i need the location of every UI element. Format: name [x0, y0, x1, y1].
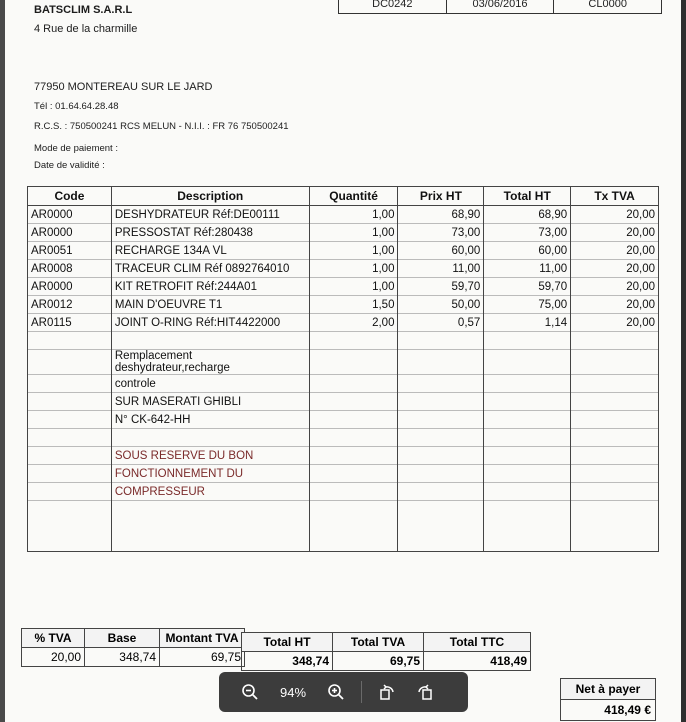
table-header-row [28, 187, 659, 206]
validity-date-label: Date de validité : [34, 160, 105, 171]
note-line: N° CK-642-HH [111, 411, 309, 429]
company-street: 4 Rue de la charmille [34, 23, 138, 35]
table-row [28, 483, 659, 501]
total-tva-header: Total TVA [333, 633, 424, 652]
row-price: 0,57 [398, 314, 484, 332]
table-row [28, 429, 659, 447]
row-quantity: 1,00 [309, 242, 398, 260]
row-total: 59,70 [484, 278, 571, 296]
table-row [28, 350, 659, 375]
table-row [28, 206, 659, 224]
row-total: 73,00 [484, 224, 571, 242]
net-to-pay-label: Net à payer [561, 679, 655, 700]
pdf-viewer-toolbar [219, 672, 468, 712]
table-row [28, 332, 659, 350]
col-quantity: Quantité [309, 187, 398, 206]
table-row [28, 393, 659, 411]
row-tva: 20,00 [571, 224, 659, 242]
row-tva: 20,00 [571, 314, 659, 332]
tva-summary-table [21, 628, 245, 667]
document-page [5, 0, 681, 722]
reserve-line: SOUS RESERVE DU BON [111, 447, 309, 465]
reserve-line: FONCTIONNEMENT DU [111, 465, 309, 483]
row-description: RECHARGE 134A VL [111, 242, 309, 260]
rotate-left-icon [378, 683, 396, 701]
row-price: 50,00 [398, 296, 484, 314]
row-price: 68,90 [398, 206, 484, 224]
col-total: Total HT [484, 187, 571, 206]
reserve-line: COMPRESSEUR [111, 483, 309, 501]
row-code: AR0000 [28, 206, 112, 224]
row-code: AR0008 [28, 260, 112, 278]
tva-base-value: 348,74 [85, 648, 160, 667]
company-rcs: R.C.S. : 750500241 RCS MELUN - N.I.I. : FR 76 750500241 [34, 121, 289, 132]
company-tel: Tél : 01.64.64.28.48 [34, 101, 119, 112]
zoom-in-button[interactable] [321, 683, 351, 701]
row-tva: 20,00 [571, 206, 659, 224]
total-ht-value: 348,74 [242, 652, 333, 671]
row-quantity: 1,00 [309, 224, 398, 242]
table-row [28, 296, 659, 314]
table-row [28, 314, 659, 332]
row-code: AR0051 [28, 242, 112, 260]
invoice-lines-table [27, 186, 659, 552]
row-code: AR0000 [28, 224, 112, 242]
row-tva: 20,00 [571, 242, 659, 260]
row-code: AR0115 [28, 314, 112, 332]
note-line: Remplacement deshydrateur,recharge [111, 350, 309, 375]
col-description: Description [111, 187, 309, 206]
tva-amount-header: Montant TVA [160, 629, 245, 648]
row-tva: 20,00 [571, 296, 659, 314]
table-row [28, 375, 659, 393]
row-tva: 20,00 [571, 278, 659, 296]
total-tva-value: 69,75 [333, 652, 424, 671]
zoom-level[interactable]: 94% [279, 684, 307, 700]
row-description: MAIN D'OEUVRE T1 [111, 296, 309, 314]
tva-rate-value: 20,00 [22, 648, 85, 667]
total-ttc-header: Total TTC [424, 633, 531, 652]
tva-base-header: Base [85, 629, 160, 648]
table-row [28, 501, 659, 552]
rotate-right-button[interactable] [410, 683, 440, 701]
tva-amount-value: 69,75 [160, 648, 245, 667]
client-code: CL0000 [588, 0, 627, 10]
viewer-scrollbar[interactable] [681, 0, 686, 722]
row-description: DESHYDRATEUR Réf:DE00111 [111, 206, 309, 224]
row-total: 75,00 [484, 296, 571, 314]
row-quantity: 2,00 [309, 314, 398, 332]
net-to-pay-box [560, 678, 656, 721]
note-line: controle [111, 375, 309, 393]
tva-rate-header: % TVA [22, 629, 85, 648]
table-row [28, 447, 659, 465]
row-description: TRACEUR CLIM Réf 0892764010 [111, 260, 309, 278]
note-line: SUR MASERATI GHIBLI [111, 393, 309, 411]
row-description: JOINT O-RING Réf:HIT4422000 [111, 314, 309, 332]
table-row [28, 224, 659, 242]
row-description: KIT RETROFIT Réf:244A01 [111, 278, 309, 296]
company-city: 77950 MONTEREAU SUR LE JARD [34, 81, 213, 93]
quote-date: 03/06/2016 [447, 0, 555, 13]
total-ttc-value: 418,49 [424, 652, 531, 671]
row-total: 1,14 [484, 314, 571, 332]
table-row [28, 260, 659, 278]
row-quantity: 1,00 [309, 278, 398, 296]
row-total: 60,00 [484, 242, 571, 260]
row-quantity: 1,50 [309, 296, 398, 314]
table-row [28, 278, 659, 296]
row-price: 73,00 [398, 224, 484, 242]
quote-number: DC0242 [339, 0, 447, 13]
row-quantity: 1,00 [309, 260, 398, 278]
zoom-out-button[interactable] [235, 683, 265, 701]
row-price: 59,70 [398, 278, 484, 296]
row-code: AR0000 [28, 278, 112, 296]
toolbar-divider [361, 681, 362, 703]
totals-table [241, 632, 531, 671]
table-row [28, 242, 659, 260]
net-to-pay-value: 418,49 € [604, 703, 651, 717]
row-code: AR0012 [28, 296, 112, 314]
zoom-in-icon [327, 683, 345, 701]
rotate-right-icon [416, 683, 434, 701]
col-code: Code [28, 187, 112, 206]
header-reference-box [338, 0, 662, 14]
row-description: PRESSOSTAT Réf:280438 [111, 224, 309, 242]
zoom-out-icon [241, 683, 259, 701]
col-tva-rate: Tx TVA [571, 187, 659, 206]
row-quantity: 1,00 [309, 206, 398, 224]
row-price: 11,00 [398, 260, 484, 278]
table-row [28, 465, 659, 483]
rotate-left-button[interactable] [372, 683, 402, 701]
payment-mode-label: Mode de paiement : [34, 143, 118, 154]
col-price: Prix HT [398, 187, 484, 206]
row-total: 68,90 [484, 206, 571, 224]
row-total: 11,00 [484, 260, 571, 278]
table-row [28, 411, 659, 429]
row-price: 60,00 [398, 242, 484, 260]
row-tva: 20,00 [571, 260, 659, 278]
total-ht-header: Total HT [242, 633, 333, 652]
company-name: BATSCLIM S.A.R.L [34, 4, 133, 16]
